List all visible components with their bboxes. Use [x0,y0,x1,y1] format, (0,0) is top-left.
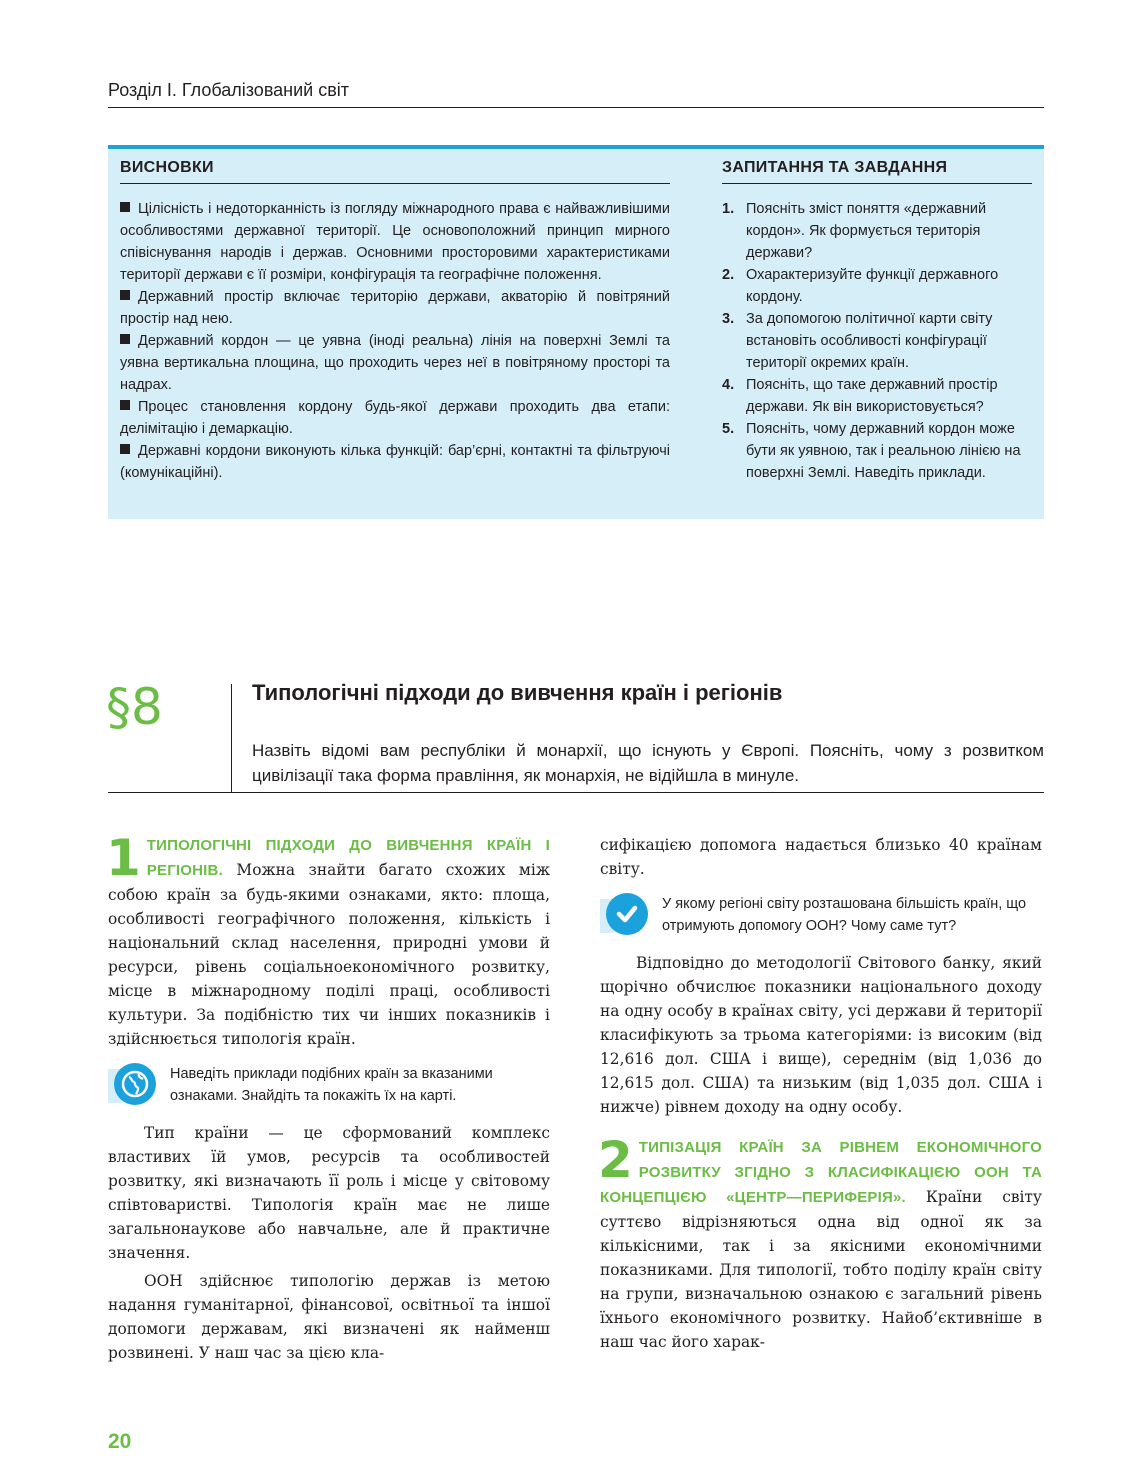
summary-box [108,145,1044,519]
part2-number: 2 [598,1131,633,1189]
part1-paragraph: 1 ТИПОЛОГІЧНІ ПІДХОДИ ДО ВИВЧЕННЯ КРАЇН І РЕГІОНІВ. Можна знайти багато схожих між собою країн за будь-якими ознаками, якто: площа, особливості географічного положення, кількість і національний склад населення, природні умови й ресурси, рівень соціальноекономічного розвитку, місце в міжнародному поділі праці, особливості культури. За подібністю тих чи інших показників і здійснюється типологія країн. [106,829,550,1048]
conclusion-item: Державний кордон — це уявна (іноді реальна) лінія на поверхні Землі та уявна вертикальна площина, що проходить через неї в повітряному просторі та надрах. [120,333,670,393]
left-column [106,829,550,1365]
page-number: 20 [108,1430,132,1453]
right-column [600,833,1042,1354]
question-item: 5. Поясніть, чому державний кордон може бути як уявною, так і реальною лінією на поверхні Землі. Наведіть приклади. [722,421,1021,481]
questions-title: ЗАПИТАННЯ ТА ЗАВДАННЯ [722,159,1032,184]
section-rule [108,792,1044,793]
bullet-square-icon [120,334,130,344]
conclusion-item: Процес становлення кордону будь-якої держави проходить два етапи: делімітацію і демаркацію. [120,399,670,437]
task-box-1 [108,1061,550,1109]
question-item: 2. Охарактеризуйте функції державного кордону. [722,267,999,305]
section-number: §8 [106,678,163,736]
bullet-square-icon [120,202,130,212]
globe-icon [114,1063,156,1105]
part1-number: 1 [106,829,141,887]
conclusion-item: Державні кордони виконують кілька функцій: бар’єрні, контактні та фільтруючі (комунікаційні). [120,443,670,481]
paragraph: Тип країни — це сформований комплекс властивих їй умов, ресурсів та особливостей розвитку, які визначають її роль і місце у світовому співтоваристві. Типологія країн має не лише загальнонаукове або навчальне, але й практичне значення. [108,1124,550,1262]
checkmark-icon [606,893,648,935]
question-item: 4. Поясніть, що таке державний простір держави. Як він використовується? [722,377,998,415]
conclusion-item: Державний простір включає територію держави, акваторію й повітряний простір над нею. [120,289,670,327]
question-item: 3. За допомогою політичної карти світу встановіть особливості конфігурації території окремих країн. [722,311,993,371]
task-text-1: Наведіть приклади подібних країн за вказаними ознаками. Знайдіть та покажіть їх на карті. [170,1066,493,1104]
running-header: Розділ І. Глобалізований світ [108,80,1044,108]
section-divider [231,684,232,792]
bullet-square-icon [120,400,130,410]
bullet-square-icon [120,290,130,300]
conclusions-title: ВИСНОВКИ [120,159,670,184]
part2-heading: ТИПІЗАЦІЯ КРАЇН ЗА РІВНЕМ ЕКОНОМІЧНОГО РОЗВИТКУ ЗГІДНО З КЛАСИФІКАЦІЄЮ ООН ТА КОНЦЕПЦІЄЮ «ЦЕНТР—ПЕРИФЕРІЯ». [600,1139,1042,1206]
section-intro: Назвіть відомі вам республіки й монархії, що існують у Європі. Поясніть, чому з розвитком цивілізації така форма правління, як монархія, не відійшла в минуле. [252,741,1044,785]
bullet-square-icon [120,444,130,454]
questions-column [722,159,1032,484]
section-title: Типологічні підходи до вивчення країн і регіонів [252,680,783,705]
task-box-2 [600,891,1042,939]
question-item: 1. Поясніть зміст поняття «державний кордон». Як формується територія держави? [722,201,987,261]
paragraph: Відповідно до методології Світового банку, який щорічно обчислює показники національного доходу на одну особу в країнах світу, усі держави й території класифікують за трьома категоріями: із високим (від 12,616 дол. США і вище), середнім (від 1,036 до 12,615 дол. США) та низьким (від 1,035 дол. США і нижче) рівнем доходу на одну особу. [600,954,1042,1116]
conclusions-column [120,159,670,484]
task-text-2: У якому регіоні світу розташована більшість країн, що отримують допомогу ООН? Чому саме тут? [662,896,1027,934]
paragraph: сифікацією допомога надається близько 40 країнам світу. [600,836,1042,878]
questions-list [722,198,1032,484]
paragraph: ООН здійснює типологію держав із метою надання гуманітарної, фінансової, освітньої та іншої допомоги державам, які визначені як найменш розвинені. У наш час за цією кла- [108,1272,550,1362]
conclusion-item: Цілісність і недоторканність із погляду міжнародного права є найважливішими особливостями державної території. Це основоположний принцип мирного співіснування народів і держав. Основними просторовими характеристиками території держави є її розміри, конфігурація та географічне положення. [120,201,670,283]
part2-paragraph: 2 ТИПІЗАЦІЯ КРАЇН ЗА РІВНЕМ ЕКОНОМІЧНОГО РОЗВИТКУ ЗГІДНО З КЛАСИФІКАЦІЄЮ ООН ТА КОНЦЕПЦІЄЮ «ЦЕНТР—ПЕРИФЕРІЯ». Країни світу суттєво відрізняються одна від одної як за кількісними, так і за якісними економічними показниками. Для типології, тобто поділу країн світу на групи, визначальною ознакою є загальний рівень їхнього економічного розвитку. Найоб’єктивніше в наш час його харак- [598,1131,1042,1351]
part1-heading: ТИПОЛОГІЧНІ ПІДХОДИ ДО ВИВЧЕННЯ КРАЇН І РЕГІОНІВ. [146,837,550,879]
